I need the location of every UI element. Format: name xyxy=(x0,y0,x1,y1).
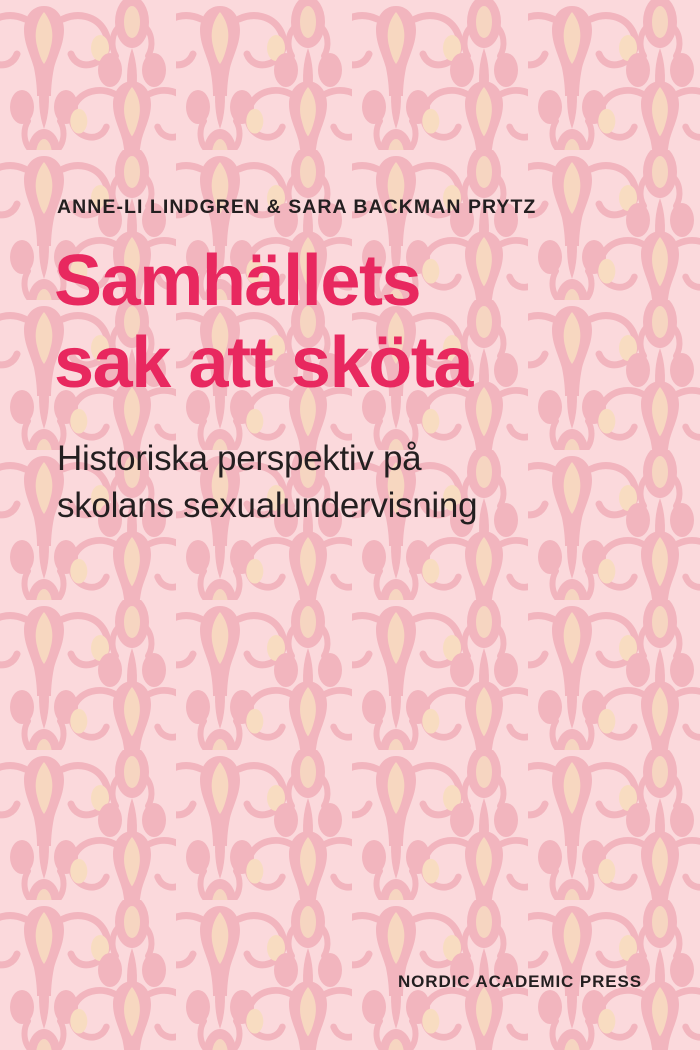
title-line-2: sak att sköta xyxy=(54,323,473,404)
subtitle-line-2: skolans sexualundervisning xyxy=(57,485,478,525)
subtitle-line-1: Historiska perspektiv på xyxy=(57,439,422,478)
author-names: ANNE-LI LINDGREN & SARA BACKMAN PRYTZ xyxy=(57,196,537,218)
book-title xyxy=(54,240,670,404)
book-subtitle xyxy=(57,436,670,529)
title-line-1: Samhällets xyxy=(54,241,421,321)
publisher-name: NORDIC ACADEMIC PRESS xyxy=(397,972,642,991)
